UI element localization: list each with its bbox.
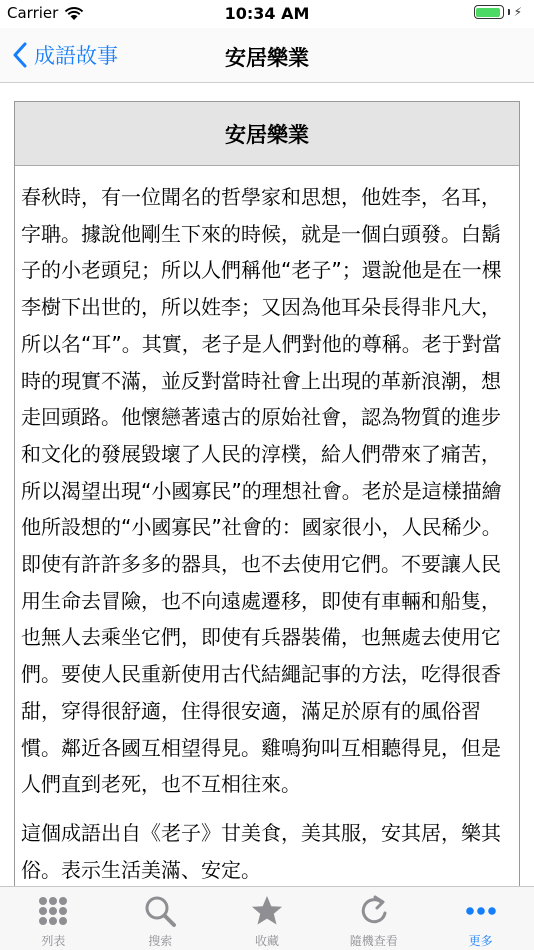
tab-list[interactable]: [0, 887, 107, 950]
battery-icon: [474, 5, 504, 19]
more-icon: [464, 894, 498, 928]
battery-cap: [508, 9, 510, 15]
article-scroll-view[interactable]: [0, 84, 534, 886]
tab-label: 更多: [468, 934, 493, 948]
tab-label: 收藏: [254, 934, 279, 948]
status-time: 10:34 AM: [224, 4, 310, 23]
charging-bolt-icon: ⚡: [513, 5, 522, 19]
grid-icon: [36, 894, 70, 928]
nav-title: 安居樂業: [225, 46, 309, 70]
back-button-label: 成語故事: [34, 44, 118, 68]
back-button[interactable]: [12, 40, 118, 70]
article-body: [15, 166, 519, 886]
tab-label: 搜索: [148, 934, 173, 948]
search-icon: [143, 894, 177, 928]
tab-random[interactable]: [320, 887, 427, 950]
carrier-label: Carrier: [7, 4, 59, 22]
status-left: [7, 4, 84, 22]
tab-label: 隨機查看: [349, 934, 398, 948]
tab-more[interactable]: [427, 887, 534, 950]
tab-search[interactable]: [107, 887, 214, 950]
article-paragraph: 春秋時，有一位聞名的哲學家和思想，他姓李，名耳，字聃。據說他剛生下來的時候，就是一個白頭發。白鬍子的小老頭兒；所以人們稱他“老子”；還說他是在一棵李樹下出世的，所以姓李；又因為他耳朵長得非凡大，所以名“耳”。其實，老子是人們對他的尊稱。老于對當時的現實不滿，並反對當時社會上出現的革新浪潮，想走回頭路。他懷戀著遠古的原始社會，認為物質的進步和文化的發展毀壞了人民的淳樸，給人們帶來了痛苦，所以渴望出現“小國寡民”的理想社會。老於是這樣描繪他所設想的“小國寡民”社會的：國家很小，人民稀少。即使有許許多多的器具，也不去使用它們。不要讓人民用生命去冒險，也不向遠處遷移，即使有車輛和船隻，也無人去乘坐它們，即使有兵器裝備，也無處去使用它們。要使人民重新使用古代結繩記事的方法，吃得很香甜，穿得很舒適，住得很安適，滿足於原有的風俗習慣。鄰近各國互相望得見。雞鳴狗叫互相聽得見，但是人們直到老死，也不互相往來。: [21, 185, 502, 797]
tab-bar: [0, 886, 534, 950]
article-paragraph: 這個成語出自《老子》甘美食，美其服，安其居，樂其俗。表示生活美滿、安定。: [21, 820, 501, 882]
battery-level: [476, 8, 500, 17]
article-heading: 安居樂業: [15, 102, 519, 166]
tab-label: 列表: [41, 934, 66, 948]
tab-favorites[interactable]: [214, 887, 321, 950]
status-bar: [0, 0, 534, 28]
wifi-icon: [64, 6, 84, 21]
status-right: [474, 5, 522, 19]
refresh-icon: [357, 894, 391, 928]
chevron-left-icon: [12, 42, 28, 68]
star-icon: [250, 894, 284, 928]
article-card: [14, 101, 520, 886]
navigation-bar: [0, 28, 534, 83]
